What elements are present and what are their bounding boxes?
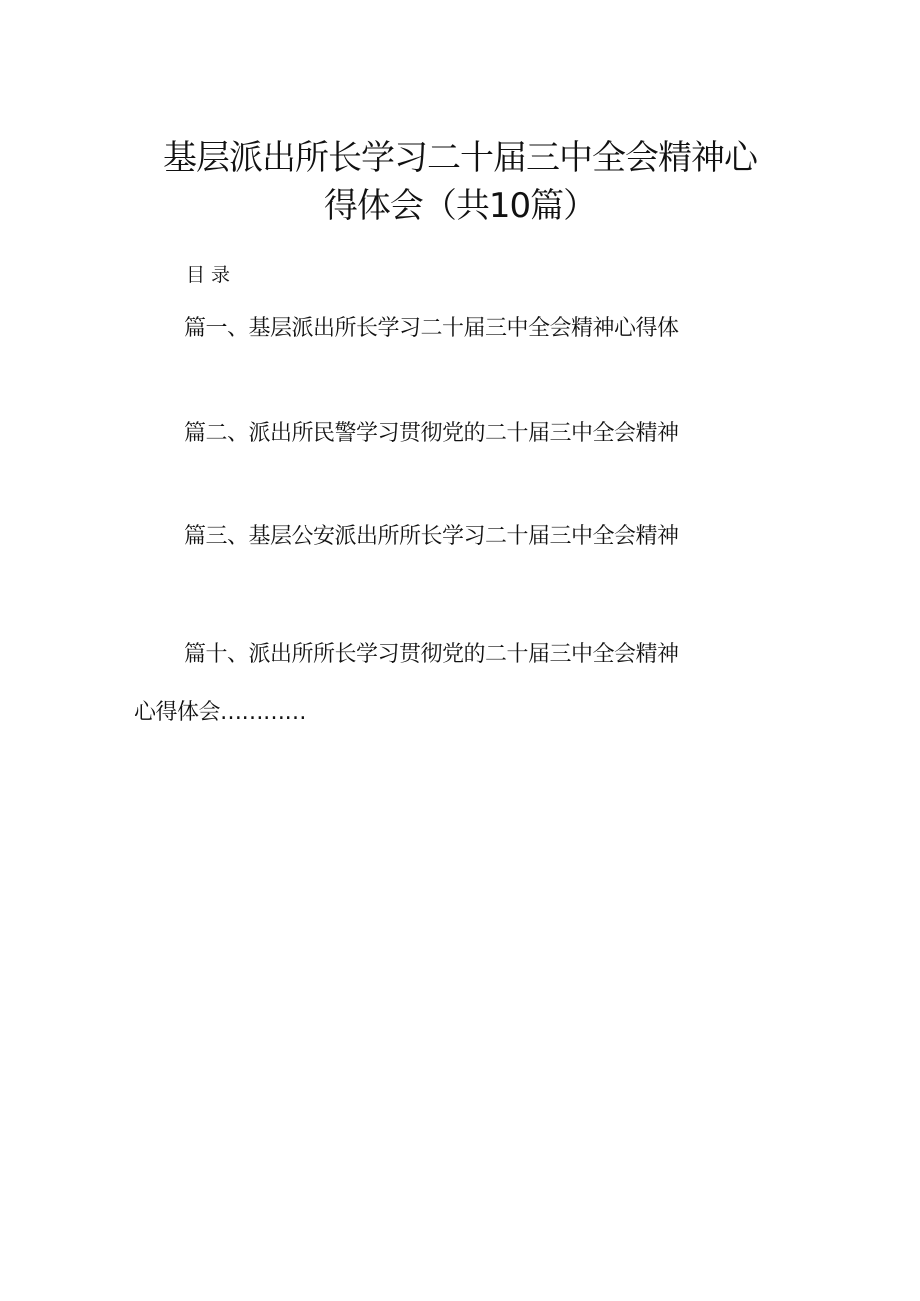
document-title: [0, 134, 920, 230]
toc-item-3[interactable]: 篇三、基层公安派出所所长学习二十届三中全会精神: [184, 524, 679, 549]
toc-item-1[interactable]: 篇一、基层派出所长学习二十届三中全会精神心得体: [184, 316, 679, 341]
toc-item-10[interactable]: 篇十、派出所所长学习贯彻党的二十届三中全会精神: [184, 642, 679, 667]
toc-heading: 目录: [186, 264, 237, 286]
title-line-1: 基层派出所长学习二十届三中全会精神心: [163, 138, 757, 178]
toc-item-2[interactable]: 篇二、派出所民警学习贯彻党的二十届三中全会精神: [184, 421, 679, 446]
toc-item-10-continuation[interactable]: 心得体会…………: [134, 700, 307, 725]
title-line-2: 得体会（共10篇）: [323, 186, 597, 226]
